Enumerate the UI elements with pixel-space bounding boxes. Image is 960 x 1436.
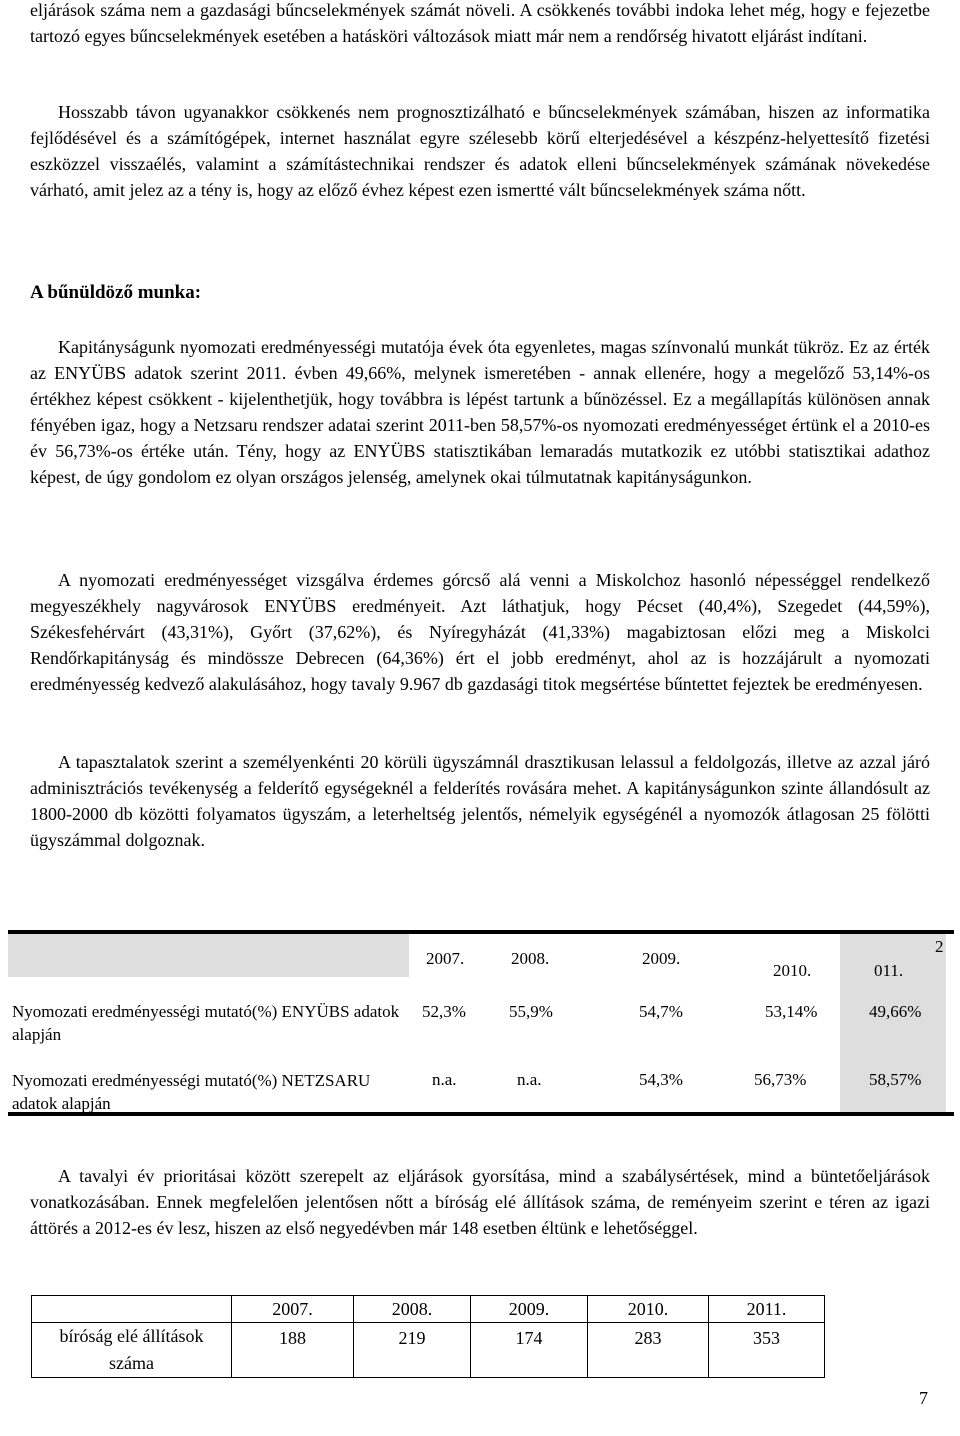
t2-row-label: bíróság elé állítások száma [32, 1323, 232, 1378]
paragraph-investigation-efficiency: Kapitányságunk nyomozati eredményességi mutatója évek óta egyenletes, magas színvonalú munkát tükröz. Ez az érték az ENYÜBS adatok szerint 2011. évben 49,66%, melynek ismeretében - annak ellenére, hogy a megelőző 53,14%-os értékhez képest csökkent - kijelenthetjük, hogy továbbra is lépést tartunk a bűnözéssel. Ez a megállapítás különösen annak fényében igaz, hogy a Netzsaru rendszer adatai szerint 2011-ben 58,57%-os nyomozati eredményességet értünk el a 2010-es év 56,73%-os értéke után. Tény, hogy az ENYÜBS statisztikában lemaradás mutatkozik ez utóbbi statisztikai adathoz képest, de úgy gondolom ez olyan országos jelenség, amelynek okai túlmutatnak kapitányságunkon. [30, 337, 930, 487]
netzsaru-2008: n.a. [517, 1070, 542, 1089]
netzsaru-2009: 54,3% [639, 1070, 683, 1089]
t2-year-2007: 2007. [232, 1296, 354, 1323]
enyubs-2010: 53,14% [765, 1002, 818, 1021]
paragraph-long-term-outlook: Hosszabb távon ugyanakkor csökkenés nem prognosztizálható e bűncselekmények számában, hiszen az informatika fejlődésével és a számítógépek, internet használat egyre szélesebb körű elterjedésével a készpénz-helyettesítő fizetési eszközzel visszaélés, valamint a számítástechnikai rendszer és adatok elleni bűncselekmények számának növekedése várható, amit jelez az a tény is, hogy az előző évhez képest ezen ismertté vált bűncselekmények száma nőtt. [30, 102, 930, 200]
t2-value-2011: 353 [709, 1323, 825, 1378]
efficiency-table [8, 930, 954, 1116]
netzsaru-2010: 56,73% [754, 1070, 807, 1089]
t2-year-2009: 2009. [471, 1296, 588, 1323]
row-label-enyubs: Nyomozati eredményességi mutató(%) ENYÜBS adatok alapján [12, 1002, 400, 1044]
paragraph-caseload: A tapasztalatok szerint a személyenkénti 20 körüli ügyszámnál drasztikusan lelassul a feldolgozás, illetve az azzal járó adminisztrációs tevékenység a felderítő egységeknél a felderítés rovására mehet. A kapitányságunkon szinte állandósult az 1800-2000 db közötti folyamatos ügyszám, a leterheltség jelentős, némelyik egységénél a nyomozók átlagosan 25 fölötti ügyszámmal dolgoznak. [30, 752, 930, 850]
t2-year-2008: 2008. [354, 1296, 471, 1323]
shade-header-label [8, 934, 409, 977]
paragraph-city-comparison: A nyomozati eredményességet vizsgálva érdemes górcső alá venni a Miskolchoz hasonló népességgel rendelkező megyeszékhely nagyvárosok ENYÜBS eredményeit. Azt láthatjuk, hogy Pécset (40,4%), Szegedet (44,59%), Székesfehérvárt (43,31%), Győrt (37,62%), és Nyíregyházát (41,33%) magabiztosan előzi meg a Miskolci Rendőrkapitányság és mindössze Debrecen (64,36%) ért el jobb eredményt, ahol az is hozzájárult a nyomozati eredményesség kedvező alakulásához, hogy tavaly 9.967 db gazdasági titok megsértése bűntettet fejeztek be eredményesen. [30, 570, 930, 694]
t2-value-2007: 188 [232, 1323, 354, 1378]
paragraph-intro-continuation: eljárások száma nem a gazdasági bűncselekmények számát növeli. A csökkenés további indoka lehet még, hogy e fejezetbe tartozó egyes bűncselekmények esetében a hatásköri változások miatt már nem a rendőrség hivatott eljárást indítani. [30, 0, 930, 46]
t2-value-2008: 219 [354, 1323, 471, 1378]
year-2011: 011. [874, 961, 904, 980]
paragraph-priorities: A tavalyi év prioritásai között szerepelt az eljárások gyorsítása, mind a szabálysértések, mind a büntetőeljárások vonatkozásában. Ennek megfelelően jelentősen nőtt a bíróság elé állítások száma, de reményeim szerint e téren az igazi áttörés a 2012-es év lesz, hiszen az első negyedévben már 148 esetben éltünk e lehetőséggel. [30, 1166, 930, 1238]
t2-value-2010: 283 [588, 1323, 709, 1378]
row-label-netzsaru: Nyomozati eredményességi mutató(%) NETZSARU adatok alapján [12, 1071, 371, 1113]
t2-year-2011: 2011. [709, 1296, 825, 1323]
netzsaru-2007: n.a. [432, 1070, 457, 1089]
header-empty-cell [32, 1296, 232, 1323]
year-2008: 2008. [511, 949, 550, 968]
t2-value-2009: 174 [471, 1323, 588, 1378]
enyubs-2009: 54,7% [639, 1002, 683, 1021]
enyubs-2008: 55,9% [509, 1002, 553, 1021]
enyubs-2011: 49,66% [869, 1002, 922, 1021]
netzsaru-2011: 58,57% [869, 1070, 922, 1089]
section-heading: A bűnüldöző munka: [30, 282, 202, 303]
year-2007: 2007. [426, 949, 465, 968]
court-referrals-table [31, 1295, 825, 1378]
page-number: 7 [919, 1388, 928, 1408]
enyubs-2007: 52,3% [422, 1002, 466, 1021]
year-2010: 2010. [773, 961, 812, 980]
t2-year-2010: 2010. [588, 1296, 709, 1323]
superscript-2: 2 [935, 937, 944, 956]
year-2009: 2009. [642, 949, 681, 968]
